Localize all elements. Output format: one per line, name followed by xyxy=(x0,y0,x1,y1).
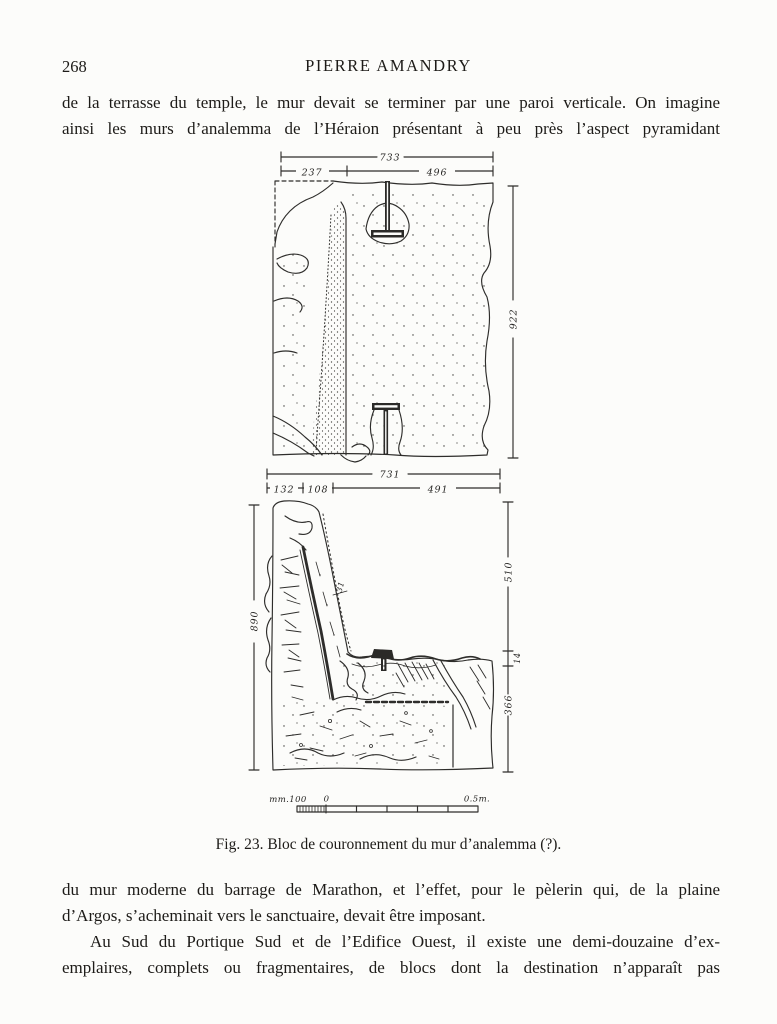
dim-label-mid-seg2: 108 xyxy=(307,484,329,496)
dim-label-slant-offset: 31 xyxy=(334,580,347,594)
text-line: emplaires, complets ou fragmentaires, de blocs dont la destination n’apparaît pas xyxy=(62,958,720,977)
dim-lines-section-right xyxy=(503,502,513,772)
block-section-drawing xyxy=(265,501,494,770)
dim-label-top-total: 733 xyxy=(379,152,401,164)
text-line: d’Argos, s’acheminait vers le sanctuaire, devait être imposant. xyxy=(62,906,486,925)
dim-label-mid-seg3: 491 xyxy=(427,484,449,496)
dim-line-left-height xyxy=(249,505,259,770)
dim-label-top-left: 237 xyxy=(301,167,323,179)
running-header: PIERRE AMANDRY xyxy=(305,56,472,75)
scale-bar xyxy=(297,805,478,813)
page-number: 268 xyxy=(62,57,87,76)
dim-label-right-height: 922 xyxy=(508,308,520,330)
scale-unit-label: mm.100 xyxy=(269,795,307,805)
paragraph-bottom xyxy=(62,877,720,981)
paragraph-top xyxy=(62,90,720,142)
scale-zero-label: 0 xyxy=(323,794,330,805)
figure-caption: Fig. 23. Bloc de couronnement du mur d’analemma (?). xyxy=(215,836,562,853)
block-plan-drawing xyxy=(273,181,493,462)
dim-label-top-right: 496 xyxy=(426,167,448,179)
dim-label-right-upper: 510 xyxy=(503,561,515,583)
text-line: Au Sud du Portique Sud et de l’Edifice Ouest, il existe une demi-douzaine d’ex- xyxy=(90,932,720,951)
text-line: ainsi les murs d’analemma de l’Héraion présentant à peu près l’aspect pyramidant xyxy=(62,119,720,138)
dim-label-right-lower: 366 xyxy=(503,694,515,716)
text-line: de la terrasse du temple, le mur devait se terminer par une paroi verticale. On imagine xyxy=(62,93,720,112)
dim-label-left-height: 890 xyxy=(249,610,261,632)
dim-label-mid-total: 731 xyxy=(379,469,401,481)
dim-label-mid-seg1: 132 xyxy=(273,484,295,496)
dim-label-right-small: 14 xyxy=(513,652,522,664)
text-line: du mur moderne du barrage de Marathon, et l’effet, pour le pèlerin qui, de la plaine xyxy=(62,880,720,899)
figure-23-drawing xyxy=(230,146,550,826)
scale-end-label: 0.5m. xyxy=(463,794,491,805)
